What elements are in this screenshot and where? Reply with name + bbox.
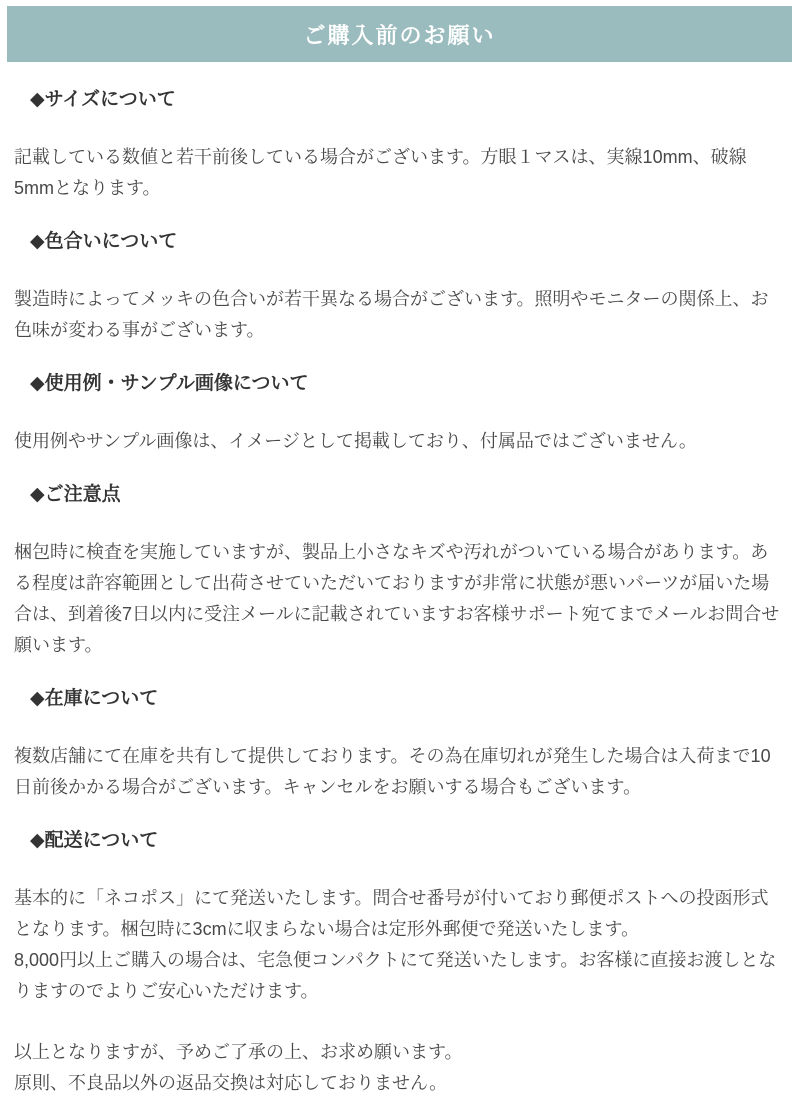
section-shipping-paragraph: 基本的に「ネコポス」にて発送いたします。問合せ番号が付いており郵便ポストへの投函形式となります。梱包時に3cmに収まらない場合は定形外郵便で発送いたします。: [14, 888, 769, 939]
section-color: [7, 230, 792, 346]
closing-note: [14, 1037, 785, 1099]
section-shipping-paragraph-2: 8,000円以上ご購入の場合は、宅急便コンパクトにて発送いたします。お客様に直接お渡しとなりますのでよりご安心いただけます。: [14, 950, 777, 1001]
section-stock-heading: ◆在庫について: [30, 688, 159, 709]
section-color-heading: ◆色合いについて: [30, 231, 178, 252]
section-sample-images-paragraph: 使用例やサンプル画像は、イメージとして掲載しており、付属品ではございません。: [14, 431, 697, 451]
closing-note-line-1: 以上となりますが、予めご了承の上、お求め願います。: [14, 1042, 463, 1062]
notice-header-bar: [7, 6, 792, 62]
section-size: [7, 88, 792, 204]
section-cautions-heading: ◆ご注意点: [30, 484, 121, 505]
closing-note-line-2: 原則、不良品以外の返品交換は対応しておりません。: [14, 1073, 448, 1093]
section-sample-images-heading: ◆使用例・サンプル画像について: [30, 373, 309, 394]
section-size-paragraph: 記載している数値と若干前後している場合がございます。方眼１マスは、実線10mm、破線5mmとなります。: [14, 147, 747, 198]
section-shipping-heading: ◆配送について: [30, 830, 159, 851]
section-color-paragraph: 製造時によってメッキの色合いが若干異なる場合がございます。照明やモニターの関係上、お色味が変わる事がございます。: [14, 289, 769, 340]
section-stock: [7, 687, 792, 803]
section-stock-paragraph: 複数店舗にて在庫を共有して提供しております。その為在庫切れが発生した場合は入荷まで10日前後かかる場合がございます。キャンセルをお願いする場合もございます。: [14, 746, 771, 797]
section-sample-images: [7, 372, 792, 457]
section-cautions: [7, 483, 792, 661]
section-shipping: [7, 829, 792, 1007]
section-size-heading: ◆サイズについて: [30, 89, 176, 110]
section-cautions-paragraph: 梱包時に検査を実施していますが、製品上小さなキズや汚れがついている場合があります。ある程度は許容範囲として出荷させていただいておりますが非常に状態が悪いパーツが届いた場合は、到着後7日以内に受注メールに記載されていますお客様サポート宛てまでメールお問合せ願います。: [14, 542, 780, 655]
notice-title: ご購入前のお願い: [303, 22, 496, 48]
